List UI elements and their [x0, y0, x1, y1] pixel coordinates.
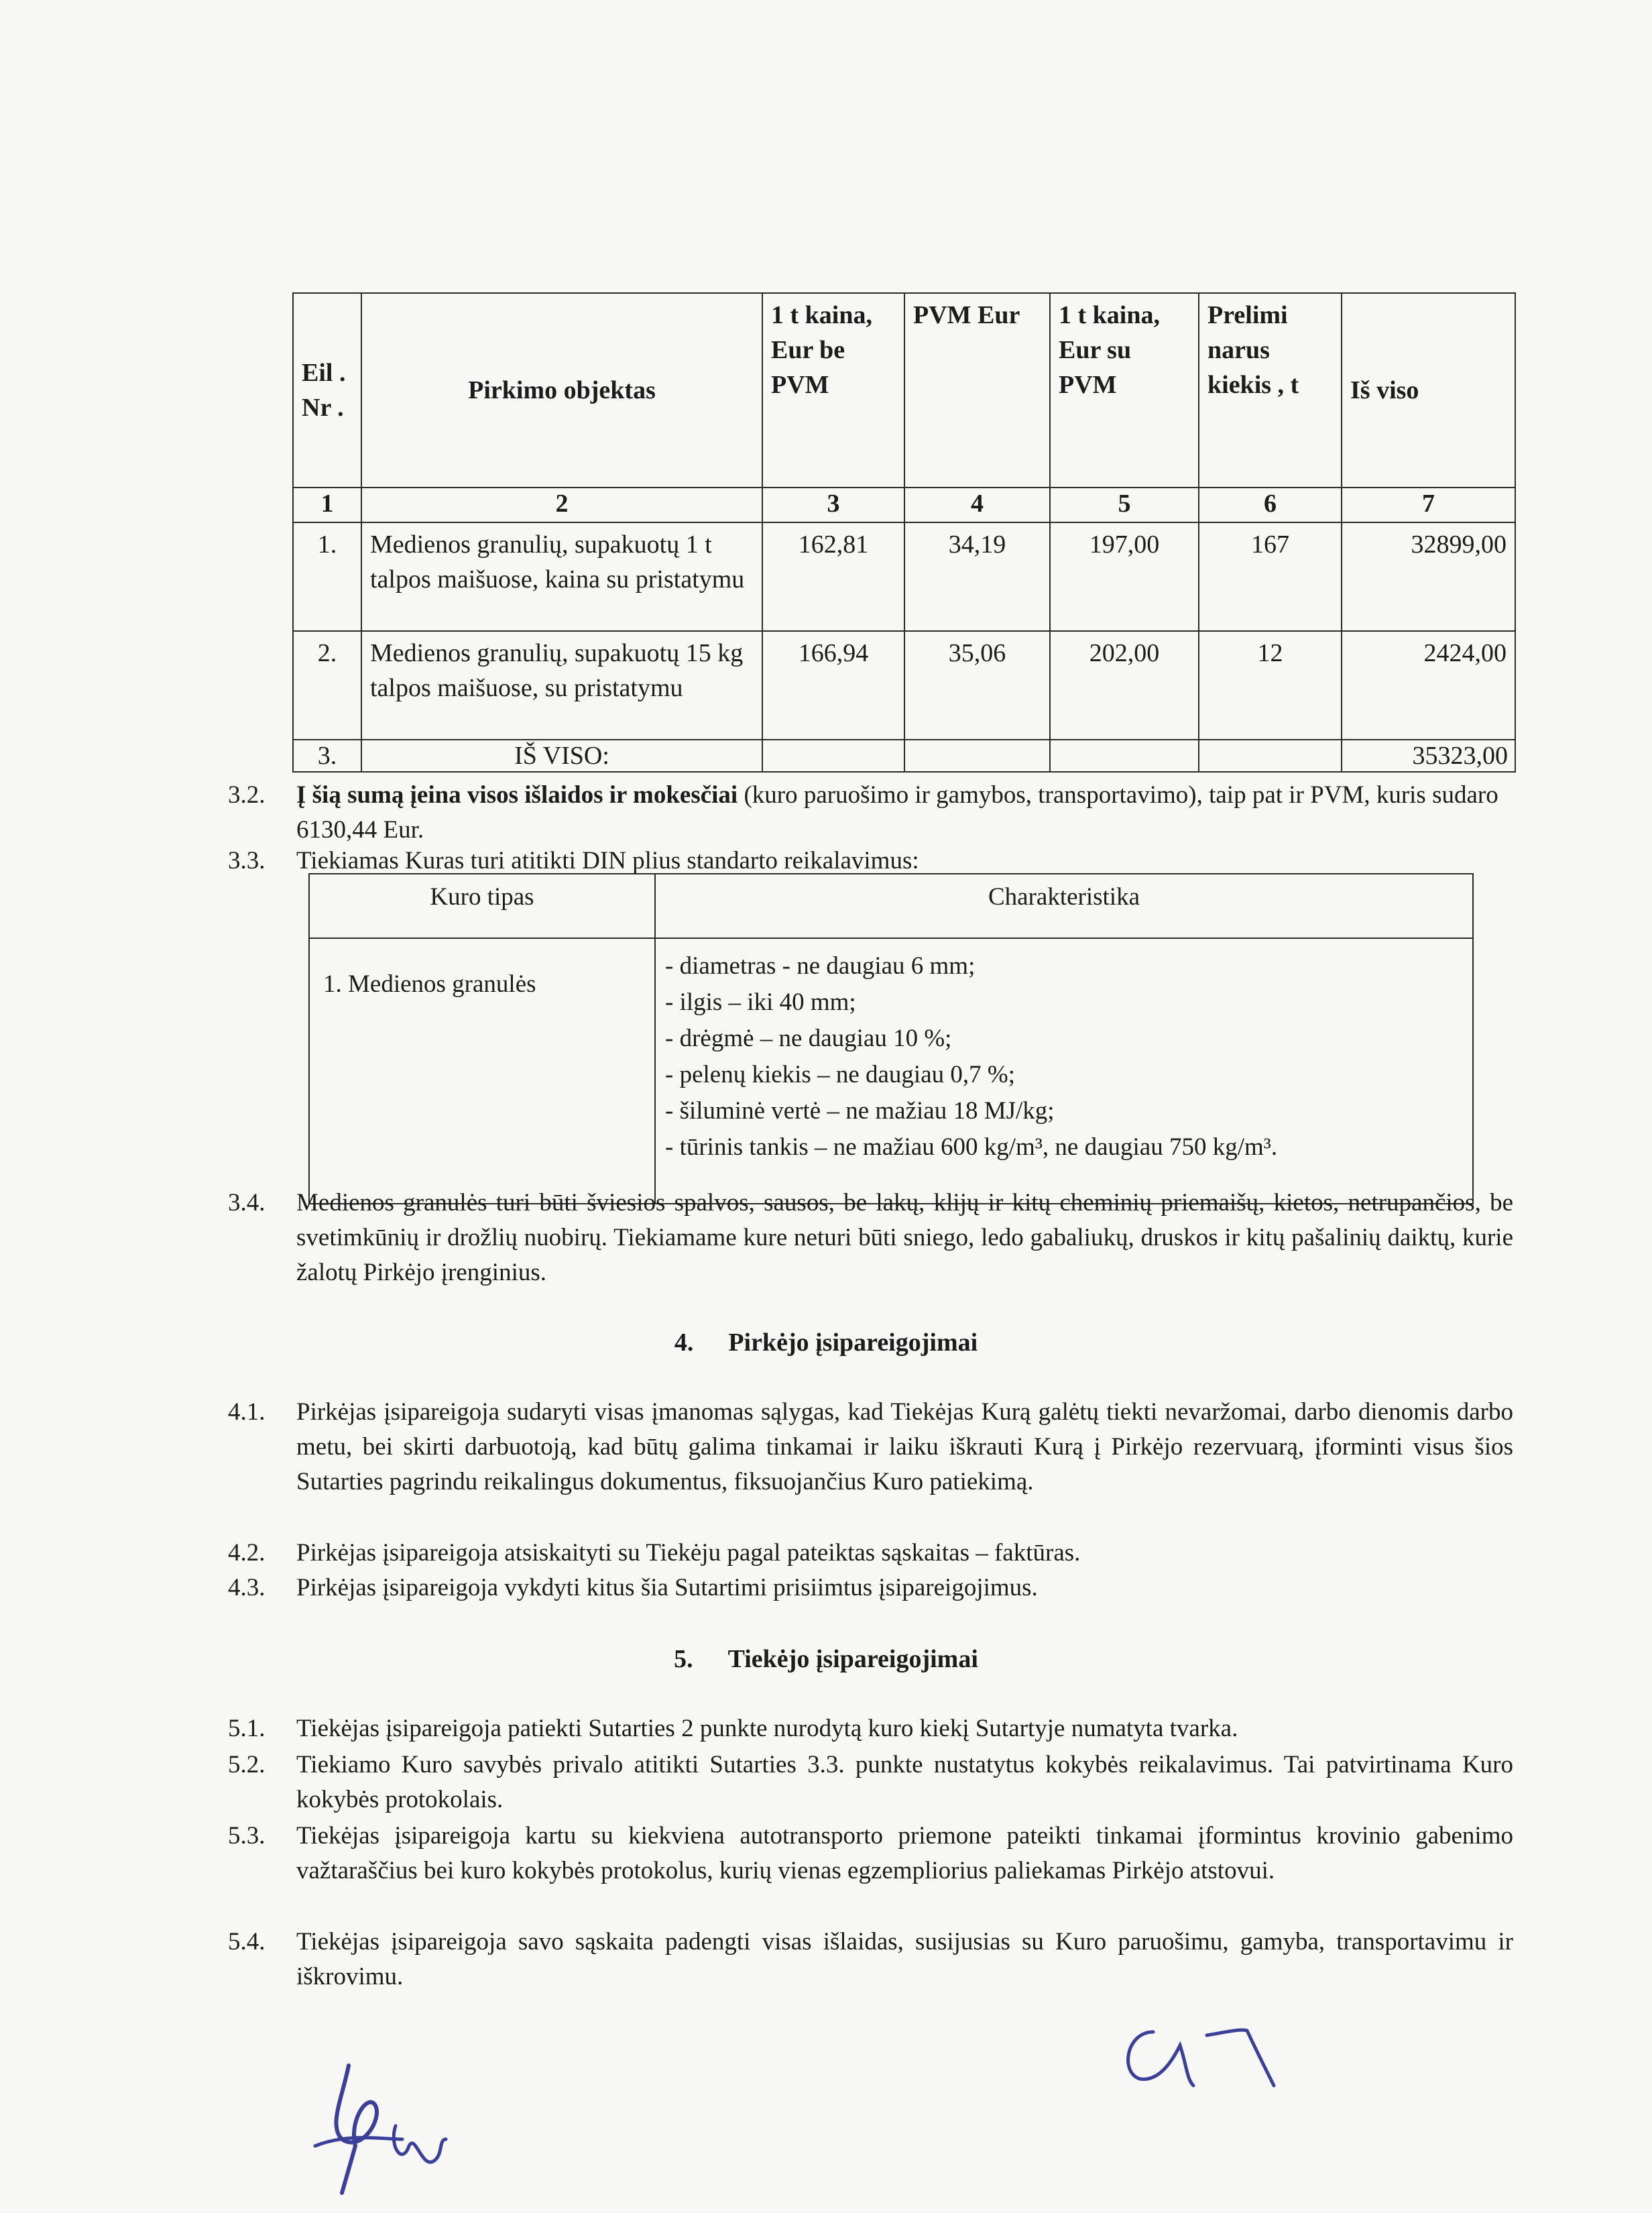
header-characteristics: Charakteristika: [655, 874, 1473, 938]
char-table-header: [309, 874, 1473, 938]
header-total: Iš viso: [1342, 293, 1515, 488]
row-price-ex-vat: 162,81: [762, 522, 904, 631]
section-title: Pirkėjo įsipareigojimai: [728, 1328, 978, 1357]
clause-number: 5.2.: [228, 1751, 266, 1778]
row-object: Medienos granulių, supakuotų 1 t talpos maišuose, kaina su pristatymu: [361, 522, 762, 631]
clause-3-2: [296, 778, 1513, 848]
clause-number: 4.1.: [228, 1398, 266, 1426]
list-item: - diametras - ne daugiau 6 mm;: [665, 952, 976, 980]
clause-number: 3.3.: [228, 847, 266, 874]
clause-4-2: Pirkėjas įsipareigoja atsiskaityti su Tiekėju pagal pateiktas sąskaitas – faktūras.: [296, 1539, 1081, 1567]
header-object: Pirkimo objektas: [361, 293, 762, 488]
row-nr: 2.: [293, 631, 361, 740]
list-item: - pelenų kiekis – ne daugiau 0,7 %;: [665, 1061, 1015, 1088]
total-row-label: IŠ VISO:: [361, 740, 762, 772]
header-qty: Prelimi narus kiekis , t: [1199, 293, 1342, 488]
clause-5-3: Tiekėjas įsipareigoja kartu su kiekviena autotransporto priemone pateikti tinkamai įformintus krovinio gabenimo važtaraščius bei kuro kokybės protokolus, kurių vienas egzempliorius paliekamas Pirkėjo atstovui.: [296, 1822, 1513, 1884]
row-total: 32899,00: [1342, 522, 1515, 631]
clause-number: 5.3.: [228, 1822, 266, 1850]
table-row: [293, 631, 1515, 740]
clause-number: 4.2.: [228, 1539, 266, 1567]
clause-5-1: Tiekėjas įsipareigoja patiekti Sutarties 2 punkte nurodytą kuro kiekį Sutartyje numatyta tvarka.: [296, 1715, 1238, 1742]
fuel-characteristics-table: [308, 873, 1474, 1204]
section-5-heading: [0, 1642, 1652, 1677]
price-table: [292, 292, 1516, 773]
table-row: [309, 938, 1473, 1204]
section-title: Tiekėjo įsipareigojimai: [727, 1645, 978, 1673]
total-row: [293, 740, 1515, 772]
characteristics-list: [665, 942, 1463, 1166]
clause-number: 5.1.: [228, 1715, 266, 1742]
column-number: 3: [762, 488, 904, 522]
header-vat: PVM Eur: [904, 293, 1050, 488]
section-number: 4.: [674, 1328, 694, 1357]
clause-5-4: Tiekėjas įsipareigoja savo sąskaita padengti visas išlaidas, susijusias su Kuro paruošimu, gamyba, transportavimu ir iškrovimu.: [296, 1928, 1513, 1990]
row-vat: 34,19: [904, 522, 1050, 631]
header-price-inc-vat: 1 t kaina, Eur su PVM: [1050, 293, 1199, 488]
clause-5-2: Tiekiamo Kuro savybės privalo atitikti Sutarties 3.3. punkte nustatytus kokybės reikalavimus. Tai patvirtinama Kuro kokybės protokolais.: [296, 1751, 1513, 1813]
table-row: [293, 522, 1515, 631]
clause-3-3: Tiekiamas Kuras turi atitikti DIN plius standarto reikalavimus:: [296, 847, 919, 874]
clause-3-2-bold: Į šią sumą įeina visos išlaidos ir mokesčiai: [296, 781, 738, 809]
row-nr: 1.: [293, 522, 361, 631]
clause-number: 3.4.: [228, 1189, 266, 1216]
column-number: 6: [1199, 488, 1342, 522]
list-item: - drėgmė – ne daugiau 10 %;: [665, 1025, 952, 1052]
row-qty: 167: [1199, 522, 1342, 631]
row-vat: 35,06: [904, 631, 1050, 740]
characteristics-cell: [655, 938, 1473, 1204]
fuel-type: 1. Medienos granulės: [309, 938, 655, 1204]
column-number: 5: [1050, 488, 1199, 522]
header-nr: Eil . Nr .: [293, 293, 361, 488]
column-number: 1: [293, 488, 361, 522]
column-number: 2: [361, 488, 762, 522]
row-qty: 12: [1199, 631, 1342, 740]
clause-3-2-rest: (kuro paruošimo ir gamybos, transportavimo), taip pat ir PVM, kuris sudaro 6130,44 Eur.: [296, 781, 1498, 844]
signature-right: [1106, 2005, 1307, 2106]
list-item: - tūrinis tankis – ne mažiau 600 kg/m³, ne daugiau 750 kg/m³.: [665, 1133, 1278, 1161]
header-price-ex-vat: 1 t kaina, Eur be PVM: [762, 293, 904, 488]
row-total: 2424,00: [1342, 631, 1515, 740]
clause-number: 4.3.: [228, 1574, 266, 1601]
total-row-nr: 3.: [293, 740, 361, 772]
header-fuel-type: Kuro tipas: [309, 874, 655, 938]
row-object: Medienos granulių, supakuotų 15 kg talpos maišuose, su pristatymu: [361, 631, 762, 740]
signature-left: [302, 2045, 463, 2200]
row-price-ex-vat: 166,94: [762, 631, 904, 740]
clause-number: 3.2.: [228, 781, 266, 809]
section-number: 5.: [674, 1645, 693, 1673]
row-price-inc-vat: 202,00: [1050, 631, 1199, 740]
clause-3-4: Medienos granulės turi būti šviesios spalvos, sausos, be lakų, klijų ir kitų cheminių priemaišų, kietos, netrupančios, be svetimkūnių ir drožlių nuobirų. Tiekiamame kure neturi būti sniego, ledo gabaliukų, druskos ir kitų pašalinių daiktų, kurie žalotų Pirkėjo įrenginius.: [296, 1189, 1513, 1286]
column-number: 4: [904, 488, 1050, 522]
clause-4-3: Pirkėjas įsipareigoja vykdyti kitus šia Sutartimi prisiimtus įsipareigojimus.: [296, 1574, 1038, 1601]
list-item: - ilgis – iki 40 mm;: [665, 988, 856, 1016]
price-table-column-numbers: [293, 488, 1515, 522]
column-number: 7: [1342, 488, 1515, 522]
section-4-heading: [0, 1325, 1652, 1360]
price-table-header: [293, 293, 1515, 488]
list-item: - šiluminė vertė – ne mažiau 18 MJ/kg;: [665, 1097, 1055, 1125]
total-row-value: 35323,00: [1342, 740, 1515, 772]
row-price-inc-vat: 197,00: [1050, 522, 1199, 631]
clause-number: 5.4.: [228, 1928, 266, 1955]
clause-4-1: Pirkėjas įsipareigoja sudaryti visas įmanomas sąlygas, kad Tiekėjas Kurą galėtų tiekti nevaržomai, darbo dienomis darbo metu, bei skirti darbuotoją, kad būtų galima tinkamai ir laiku iškrauti Kurą į Pirkėjo rezervuarą, įforminti visus šios Sutarties pagrindu reikalingus dokumentus, fiksuojančius Kuro patiekimą.: [296, 1398, 1513, 1495]
